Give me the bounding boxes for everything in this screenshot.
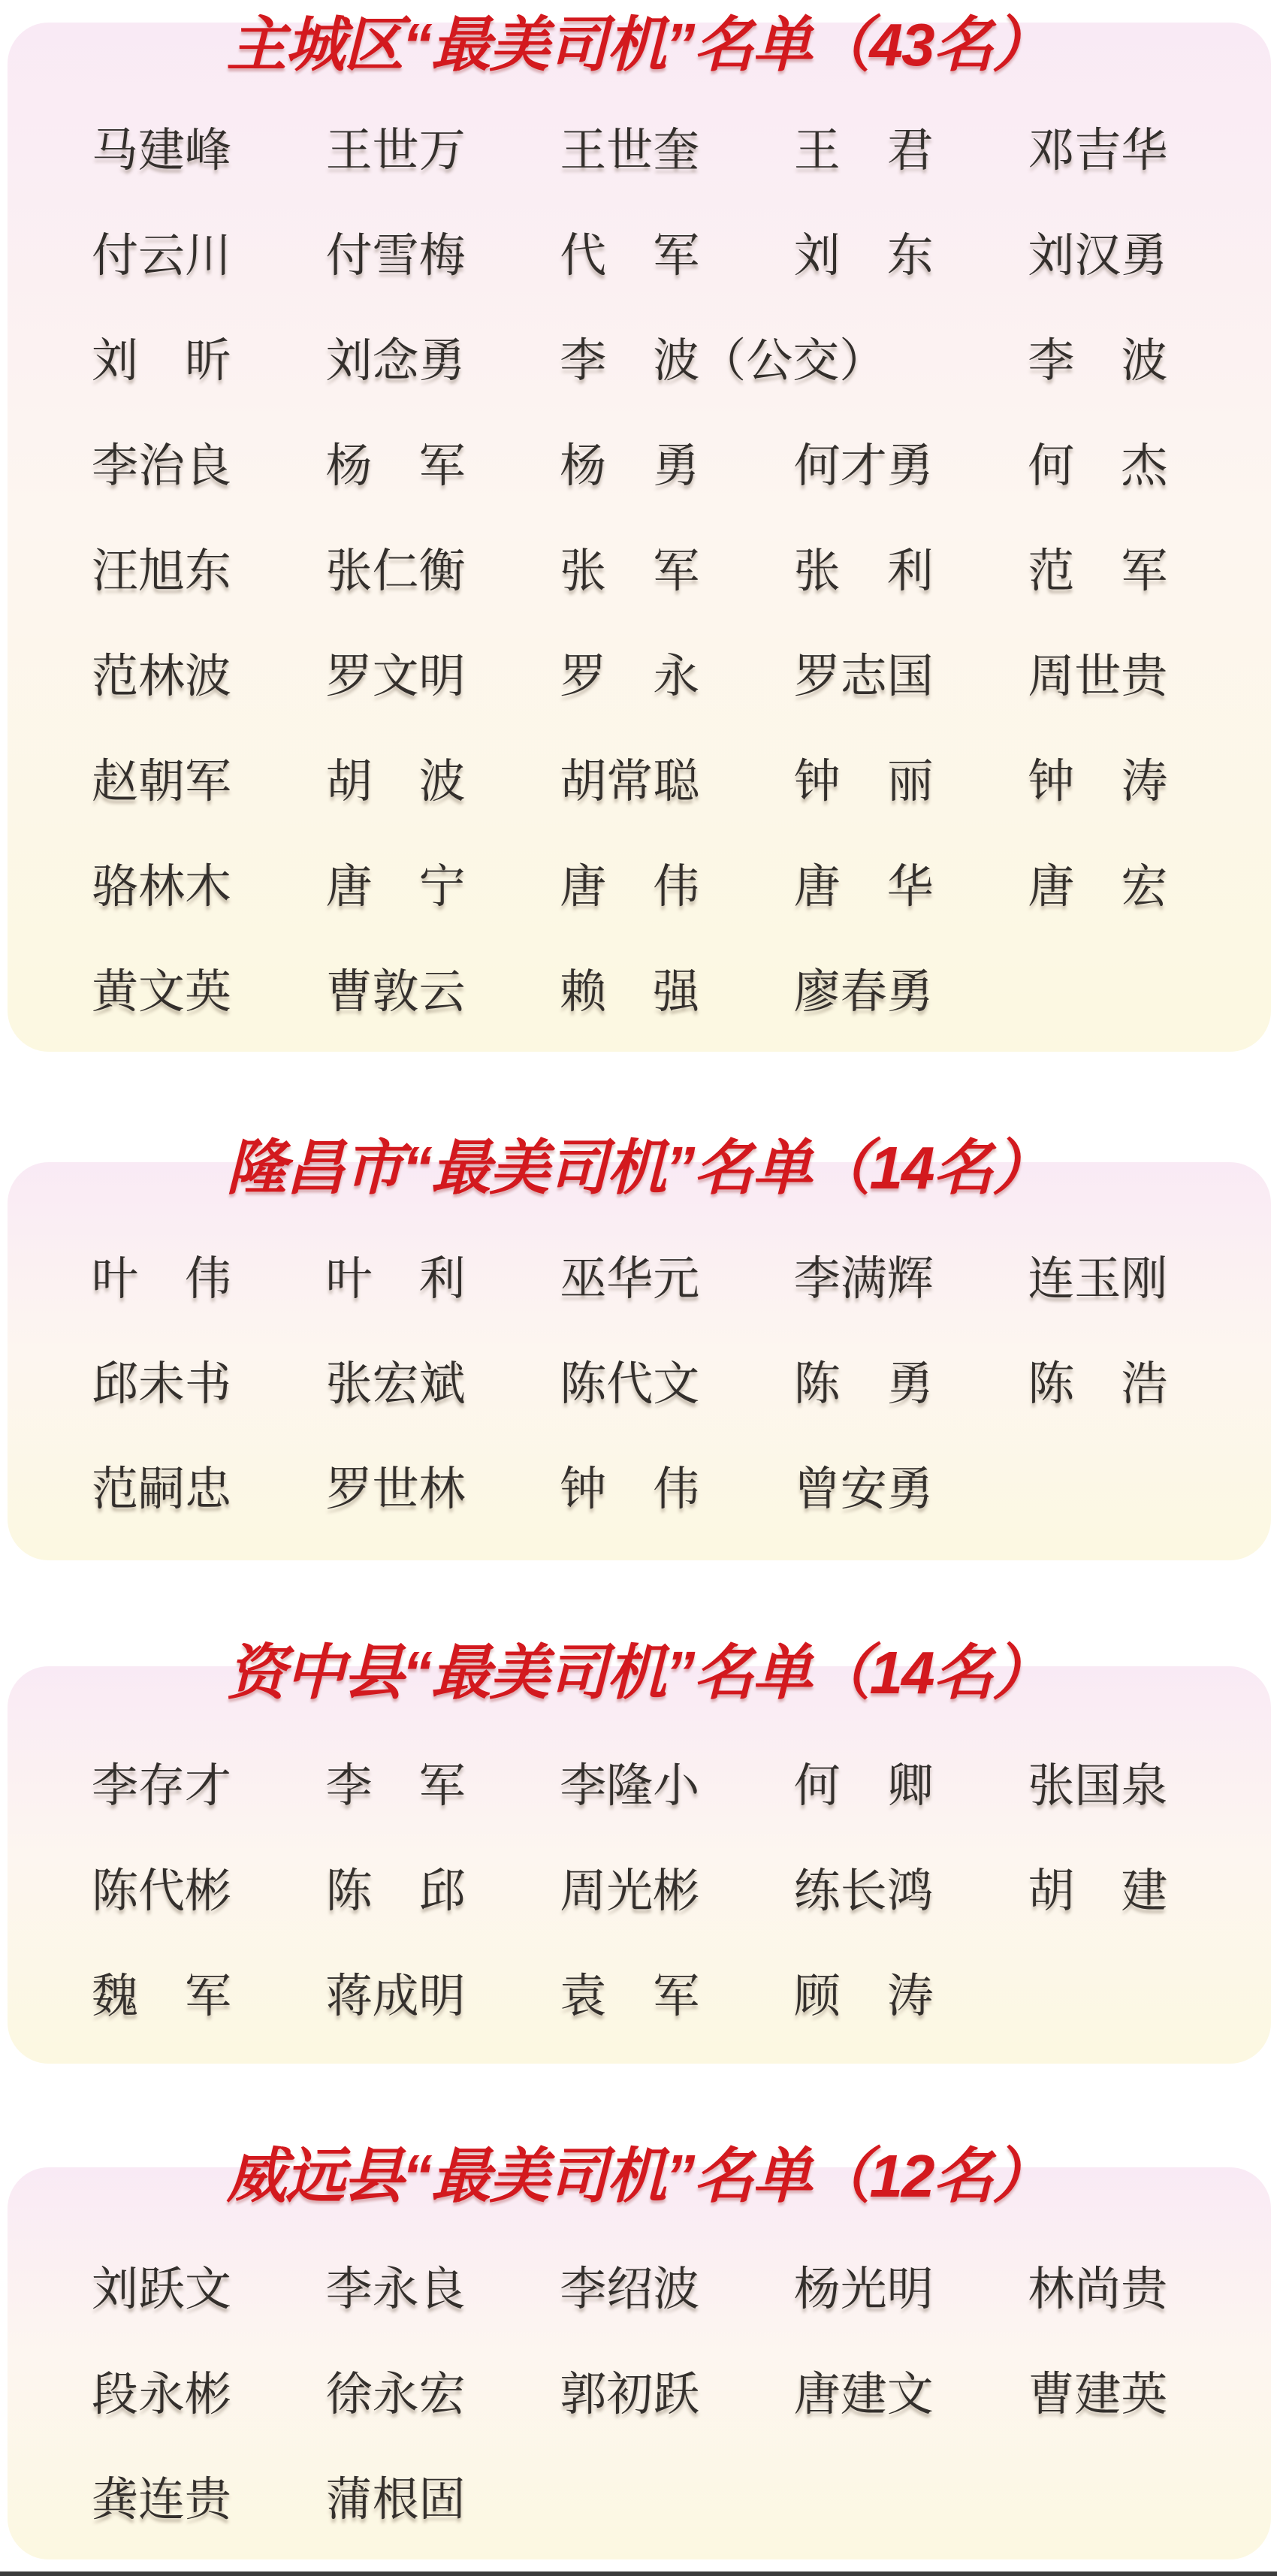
section-card [8, 23, 1271, 1052]
driver-name: 陈代文 [560, 1356, 700, 1411]
driver-name: 付云川 [92, 228, 232, 282]
driver-name: 钟 丽 [793, 753, 934, 808]
driver-name: 张宏斌 [325, 1356, 466, 1411]
driver-name: 代 军 [560, 228, 700, 282]
name-row [92, 939, 1262, 1044]
driver-name: 刘念勇 [325, 333, 466, 388]
name-row [92, 413, 1262, 518]
driver-name: 练长鸿 [793, 1863, 934, 1918]
driver-name: 李隆小 [560, 1758, 700, 1813]
section-card [8, 1666, 1271, 2064]
driver-name: 刘 昕 [92, 333, 232, 388]
driver-name: 龚连贵 [92, 2472, 232, 2526]
name-row [92, 2447, 1262, 2552]
driver-name: 王世奎 [560, 122, 700, 177]
driver-name: 邱未书 [92, 1356, 232, 1411]
name-row [92, 518, 1262, 624]
name-row [92, 2236, 1262, 2342]
driver-name: 张仁衡 [325, 543, 466, 598]
section-longchang [0, 1131, 1277, 1560]
driver-name: 唐 宏 [1028, 859, 1168, 914]
section-zizhong [0, 1635, 1277, 2064]
driver-name: 陈 浩 [1028, 1356, 1168, 1411]
driver-name: 罗志国 [793, 648, 934, 703]
name-row [92, 1331, 1262, 1436]
driver-name: 罗 永 [560, 648, 700, 703]
driver-name: 唐 宁 [325, 859, 466, 914]
driver-name: 李治良 [92, 438, 232, 493]
driver-name: 何 卿 [793, 1758, 934, 1813]
driver-name: 蒋成明 [325, 1968, 466, 2023]
driver-name: 李存才 [92, 1758, 232, 1813]
driver-name: 段永彬 [92, 2366, 232, 2421]
driver-name: 张国泉 [1028, 1758, 1168, 1813]
driver-name: 廖春勇 [793, 964, 934, 1019]
driver-name: 曹敦云 [325, 964, 466, 1019]
driver-name: 刘跃文 [92, 2261, 232, 2316]
driver-name: 蒲根固 [325, 2472, 466, 2526]
driver-name: 李 军 [325, 1758, 466, 1813]
section-card [8, 1162, 1271, 1560]
name-row [92, 834, 1262, 939]
driver-name: 邓吉华 [1028, 122, 1168, 177]
driver-name: 李 波（公交） [560, 333, 886, 388]
driver-name: 张 军 [560, 543, 700, 598]
driver-name: 叶 利 [325, 1251, 466, 1306]
driver-name: 杨 军 [325, 438, 466, 493]
driver-name: 付雪梅 [325, 228, 466, 282]
driver-name: 胡 建 [1028, 1863, 1168, 1918]
driver-name: 杨 勇 [560, 438, 700, 493]
driver-name: 何 杰 [1028, 438, 1168, 493]
driver-name: 李永良 [325, 2261, 466, 2316]
driver-name: 胡常聪 [560, 753, 700, 808]
section-title: 隆昌市“最美司机”名单（14名） [226, 1134, 1051, 1201]
name-row [92, 98, 1262, 203]
driver-name: 骆林木 [92, 859, 232, 914]
driver-name: 连玉刚 [1028, 1251, 1168, 1306]
name-row [92, 1226, 1262, 1331]
driver-name: 陈 勇 [793, 1356, 934, 1411]
name-row [92, 729, 1262, 834]
driver-name: 杨光明 [793, 2261, 934, 2316]
driver-name: 袁 军 [560, 1968, 700, 2023]
driver-name: 王世万 [325, 122, 466, 177]
name-row [92, 1733, 1262, 1838]
driver-name: 张 利 [793, 543, 934, 598]
driver-name: 顾 涛 [793, 1968, 934, 2023]
driver-name: 林尚贵 [1028, 2261, 1168, 2316]
name-row [92, 1436, 1262, 1542]
driver-name: 马建峰 [92, 122, 232, 177]
driver-name: 唐 伟 [560, 859, 700, 914]
section-weiyuan [0, 2139, 1277, 2559]
driver-name: 李满辉 [793, 1251, 934, 1306]
driver-name: 唐 华 [793, 859, 934, 914]
name-row [92, 1943, 1262, 2049]
driver-name: 王 君 [793, 122, 934, 177]
driver-name: 魏 军 [92, 1968, 232, 2023]
driver-name: 曾安勇 [793, 1461, 934, 1516]
driver-name: 赖 强 [560, 964, 700, 1019]
driver-name: 钟 涛 [1028, 753, 1168, 808]
name-row [92, 1838, 1262, 1943]
driver-name: 胡 波 [325, 753, 466, 808]
driver-name: 范林波 [92, 648, 232, 703]
driver-name: 叶 伟 [92, 1251, 232, 1306]
driver-name: 陈代彬 [92, 1863, 232, 1918]
section-zhuchengqu [0, 8, 1277, 1052]
driver-name: 陈 邱 [325, 1863, 466, 1918]
driver-name: 范嗣忠 [92, 1461, 232, 1516]
driver-name: 范 军 [1028, 543, 1168, 598]
driver-name: 周世贵 [1028, 648, 1168, 703]
section-title: 资中县“最美司机”名单（14名） [226, 1639, 1051, 1706]
name-row [92, 2342, 1262, 2447]
section-title: 威远县“最美司机”名单（12名） [226, 2143, 1051, 2209]
driver-name: 徐永宏 [325, 2366, 466, 2421]
driver-name: 巫华元 [560, 1251, 700, 1306]
bottom-edge-bar [0, 2571, 1277, 2576]
driver-name: 汪旭东 [92, 543, 232, 598]
driver-name: 李 波 [1028, 333, 1168, 388]
name-row [92, 624, 1262, 729]
driver-name: 钟 伟 [560, 1461, 700, 1516]
driver-name: 何才勇 [793, 438, 934, 493]
driver-name: 李绍波 [560, 2261, 700, 2316]
section-title: 主城区“最美司机”名单（43名） [226, 11, 1051, 78]
driver-name: 曹建英 [1028, 2366, 1168, 2421]
driver-name: 刘汉勇 [1028, 228, 1168, 282]
section-card [8, 2167, 1271, 2559]
driver-name: 郭初跃 [560, 2366, 700, 2421]
name-row [92, 308, 1262, 413]
driver-name: 周光彬 [560, 1863, 700, 1918]
driver-name: 刘 东 [793, 228, 934, 282]
driver-name: 罗世林 [325, 1461, 466, 1516]
driver-name: 赵朝军 [92, 753, 232, 808]
driver-name: 罗文明 [325, 648, 466, 703]
driver-name: 唐建文 [793, 2366, 934, 2421]
name-row [92, 203, 1262, 308]
driver-name: 黄文英 [92, 964, 232, 1019]
